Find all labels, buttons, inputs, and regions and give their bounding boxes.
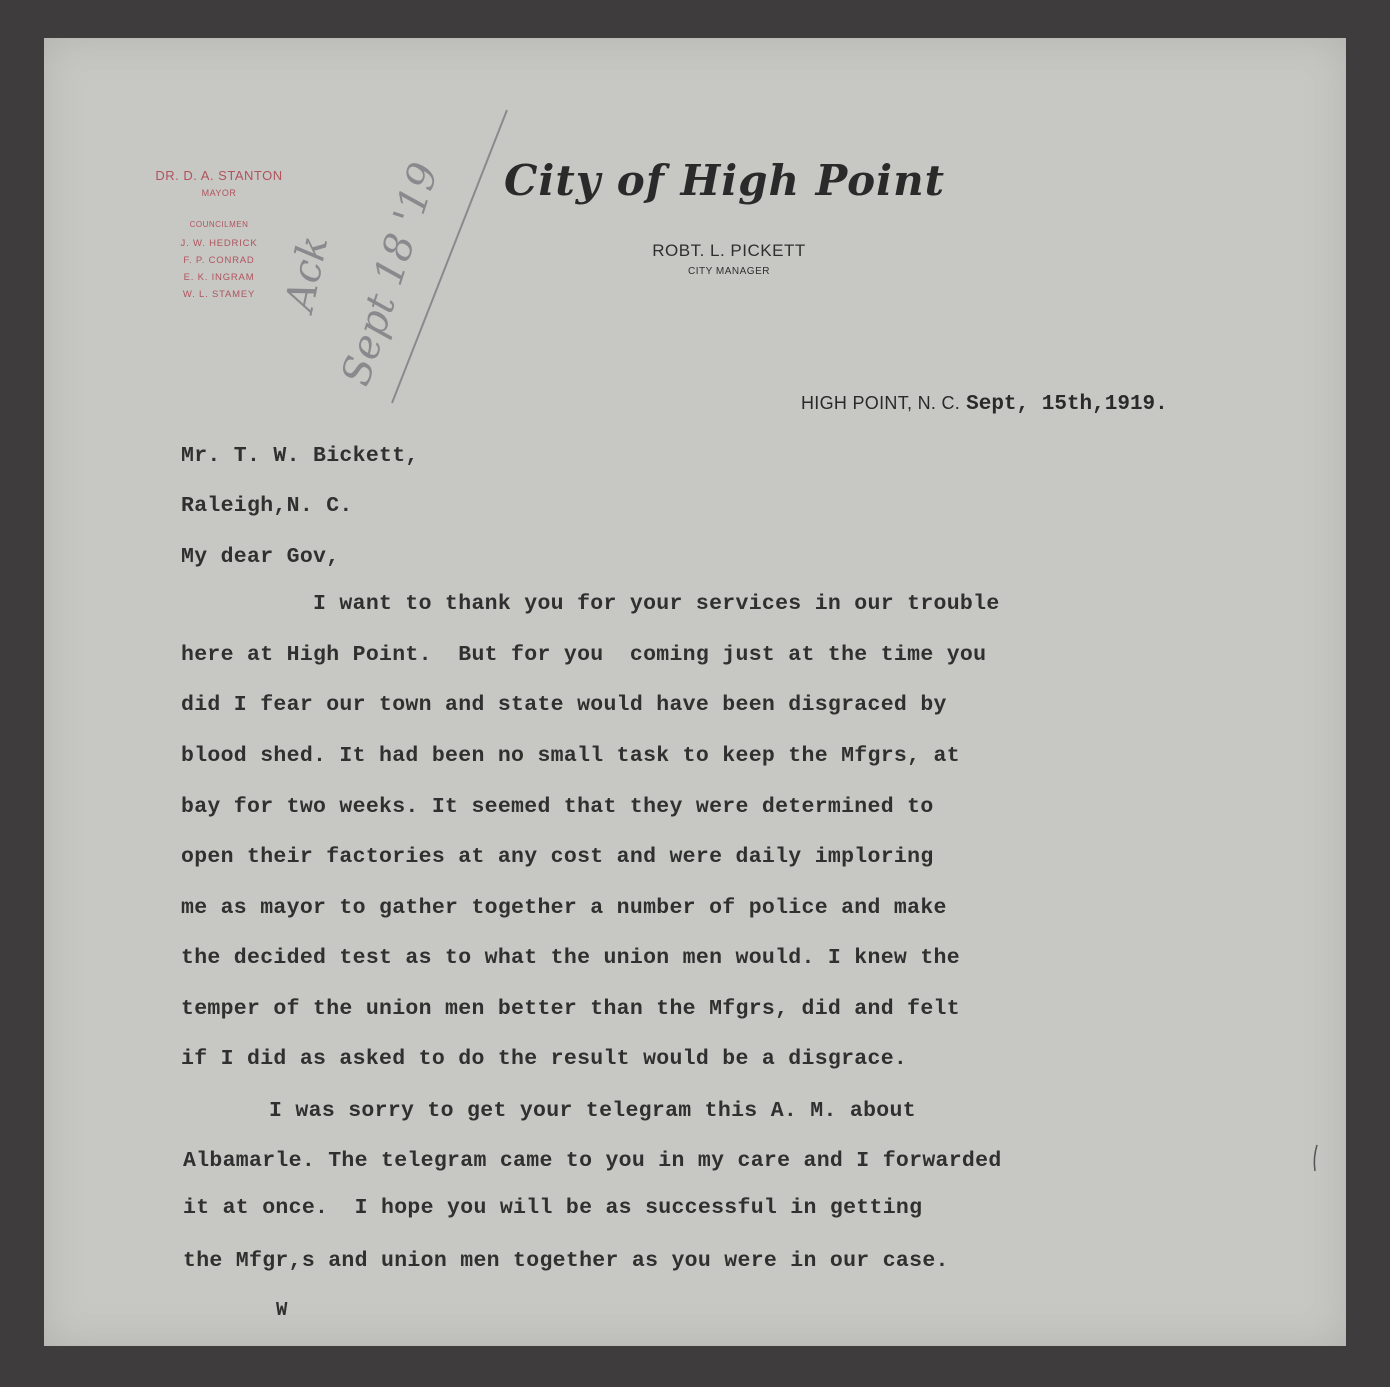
councilman: F. P. CONRAD bbox=[183, 255, 255, 266]
mayor-title: MAYOR bbox=[201, 188, 237, 198]
margin-tick-mark bbox=[1310, 1143, 1320, 1173]
letter-place: HIGH POINT, N. C. bbox=[801, 393, 961, 413]
body-line: I was sorry to get your telegram this A. M. about bbox=[203, 1099, 916, 1123]
body-line: open their factories at any cost and were daily imploring bbox=[181, 845, 934, 869]
addressee-city: Raleigh,N. C. bbox=[181, 494, 353, 518]
body-line: bay for two weeks. It seemed that they were determined to bbox=[181, 795, 934, 819]
letter-date: Sept, 15th,1919. bbox=[966, 393, 1168, 416]
letter-page bbox=[44, 38, 1346, 1346]
councilman: J. W. HEDRICK bbox=[180, 238, 258, 249]
body-line: temper of the union men better than the Mfgrs, did and felt bbox=[181, 997, 960, 1021]
pencil-date: Sept 18 '19 bbox=[332, 157, 448, 392]
manager-block bbox=[624, 241, 834, 277]
body-line: me as mayor to gather together a number of police and make bbox=[181, 896, 947, 920]
addressee-name: Mr. T. W. Bickett, bbox=[181, 444, 419, 468]
body-line: I want to thank you for your services in our trouble bbox=[181, 592, 1000, 616]
pencil-ack: Ack bbox=[276, 231, 338, 316]
body-line: the Mfgr,s and union men together as you were in our case. bbox=[183, 1249, 949, 1273]
continuation-mark: W bbox=[276, 1299, 288, 1321]
body-line: the decided test as to what the union men would. I knew the bbox=[181, 946, 960, 970]
city-title: City of High Point bbox=[504, 156, 946, 205]
manager-title: CITY MANAGER bbox=[688, 266, 770, 277]
body-line: blood shed. It had been no small task to keep the Mfgrs, at bbox=[181, 744, 960, 768]
pencil-notation bbox=[272, 98, 522, 418]
salutation: My dear Gov, bbox=[181, 545, 340, 569]
councilman: E. K. INGRAM bbox=[183, 272, 255, 283]
place-date-line bbox=[801, 393, 1168, 416]
councilmen-heading: COUNCILMEN bbox=[189, 220, 249, 229]
body-line: Albamarle. The telegram came to you in my care and I forwarded bbox=[183, 1149, 1002, 1173]
manager-name: ROBT. L. PICKETT bbox=[652, 241, 806, 260]
body-line: if I did as asked to do the result would be a disgrace. bbox=[181, 1047, 908, 1071]
councilman: W. L. STAMEY bbox=[182, 289, 256, 300]
body-line: did I fear our town and state would have been disgraced by bbox=[181, 693, 947, 717]
mayor-name: DR. D. A. STANTON bbox=[155, 168, 283, 183]
body-line: it at once. I hope you will be as successful in getting bbox=[183, 1196, 923, 1220]
body-line: here at High Point. But for you coming just at the time you bbox=[181, 643, 987, 667]
